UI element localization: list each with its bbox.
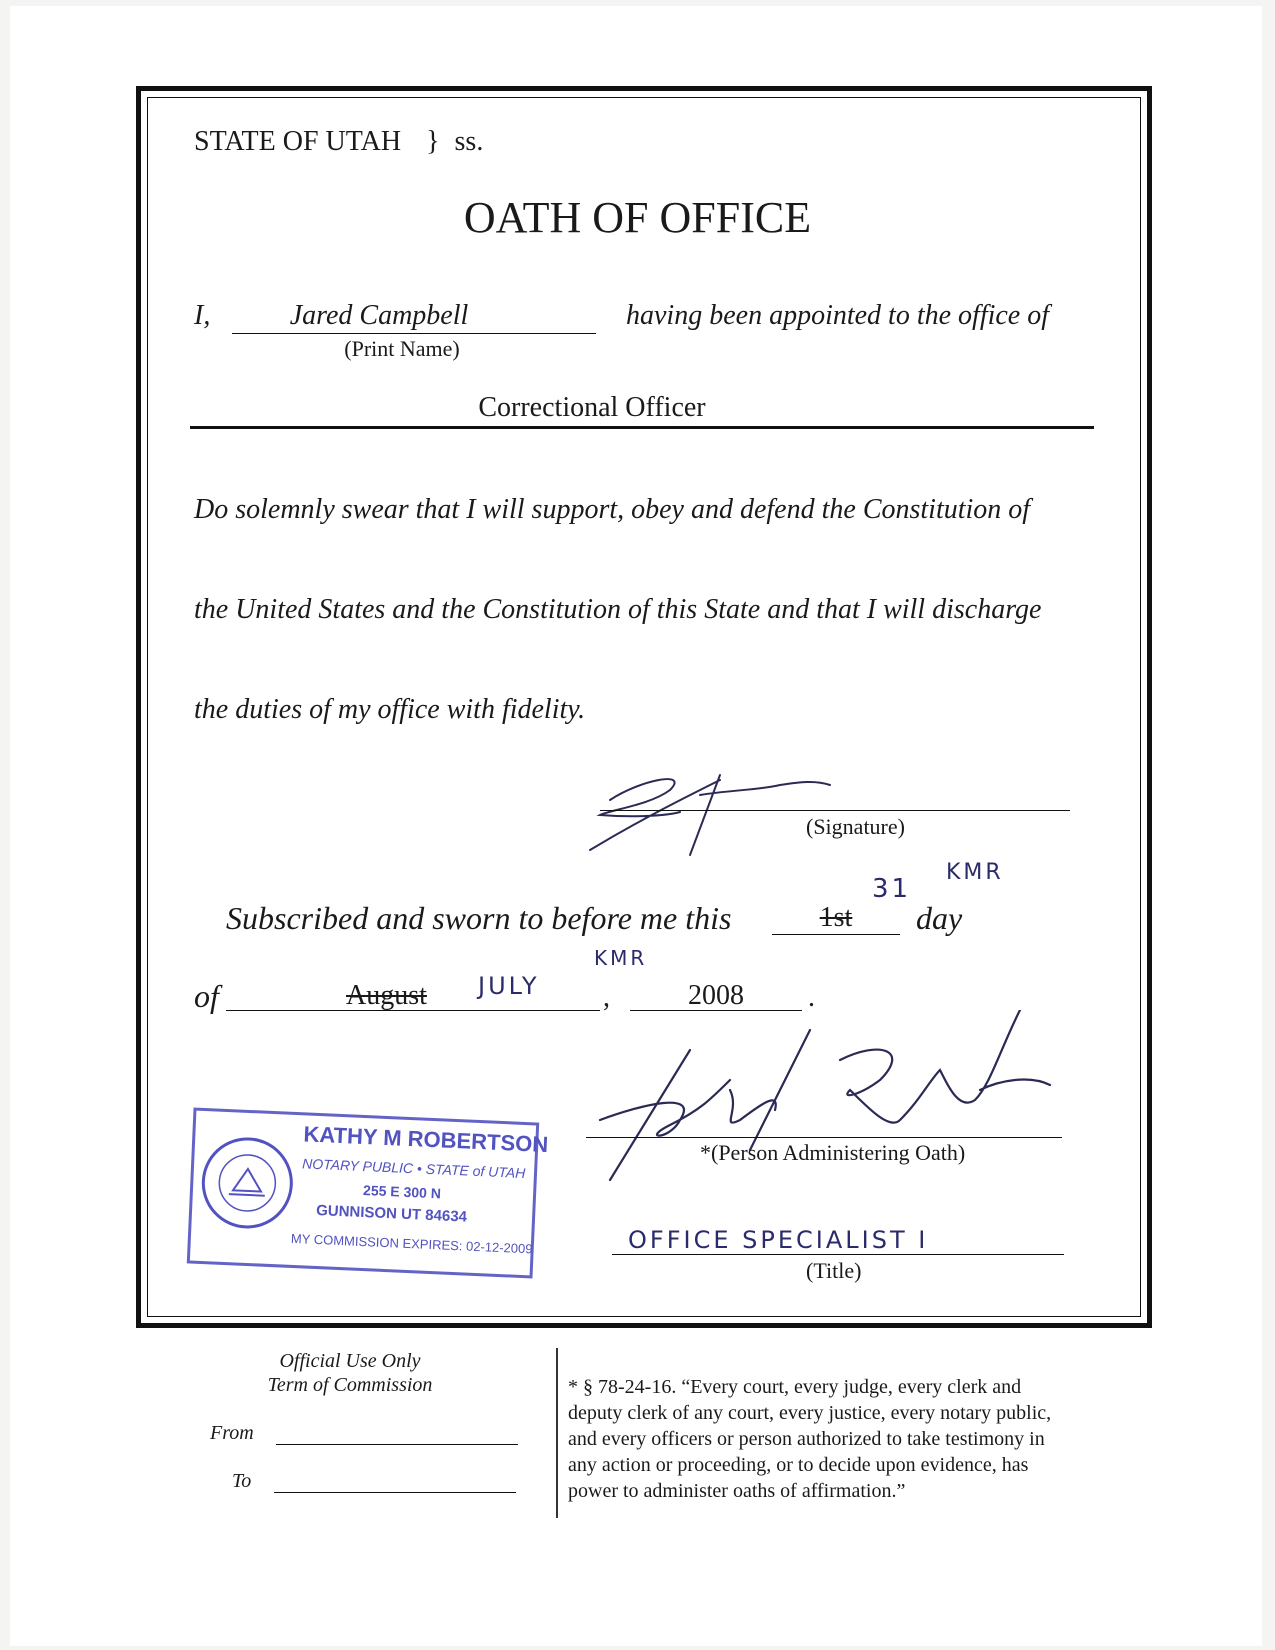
official-use-heading: Official Use Only bbox=[279, 1350, 421, 1372]
comma: , bbox=[603, 982, 610, 1013]
initials-month: KMR bbox=[594, 946, 648, 970]
sworn-text: Subscribed and sworn to before me this bbox=[226, 900, 732, 936]
footer-divider bbox=[556, 1348, 558, 1518]
to-label: To bbox=[232, 1470, 252, 1492]
stamp-name: KATHY M ROBERTSON bbox=[302, 1121, 549, 1158]
brace: } bbox=[426, 126, 440, 157]
statute-line-4: any action or proceeding, or to decide upon evidence, has bbox=[568, 1454, 1029, 1476]
office-line bbox=[190, 426, 1094, 429]
initials-day: KMR bbox=[946, 860, 1004, 885]
oath-line-1: Do solemnly swear that I will support, obey and defend the Constitution of bbox=[194, 494, 1031, 525]
from-line bbox=[276, 1444, 518, 1445]
i-prefix: I, bbox=[194, 300, 211, 331]
day-line bbox=[772, 934, 900, 935]
title-line bbox=[612, 1254, 1064, 1255]
page-title: OATH OF OFFICE bbox=[463, 193, 812, 242]
oath-line-2: the United States and the Constitution of this State and that I will discharge bbox=[194, 594, 1042, 625]
state-heading bbox=[194, 126, 483, 158]
stamp-line2: NOTARY PUBLIC • STATE of UTAH bbox=[301, 1155, 526, 1182]
statute-line-3: and every officers or person authorized to take testimony in bbox=[568, 1428, 1045, 1450]
print-name-caption: (Print Name) bbox=[344, 336, 460, 361]
from-label: From bbox=[210, 1422, 254, 1444]
office-value: Correctional Officer bbox=[478, 392, 706, 423]
print-name-line bbox=[232, 333, 596, 334]
period: . bbox=[808, 982, 815, 1013]
stamp-line4: GUNNISON UT 84634 bbox=[315, 1201, 468, 1226]
day-struck: 1st bbox=[819, 902, 853, 933]
title-handwritten: OFFICE SPECIALIST I bbox=[628, 1226, 929, 1254]
print-name-value: Jared Campbell bbox=[289, 300, 469, 331]
state-seal-icon bbox=[197, 1133, 297, 1233]
to-line bbox=[274, 1492, 516, 1493]
appointment-suffix: having been appointed to the office of bbox=[626, 300, 1050, 331]
day-label: day bbox=[916, 900, 963, 936]
ss-label: ss. bbox=[454, 126, 484, 157]
oath-line-3: the duties of my office with fidelity. bbox=[194, 694, 586, 725]
month-handwritten: JULY bbox=[478, 972, 540, 1000]
state-label: STATE OF UTAH bbox=[194, 126, 402, 157]
stamp-line3: 255 E 300 N bbox=[362, 1182, 442, 1202]
day-handwritten: 31 bbox=[872, 874, 912, 904]
notary-stamp bbox=[187, 1108, 549, 1279]
stamp-line5: MY COMMISSION EXPIRES: 02-12-2009 bbox=[290, 1230, 533, 1257]
signature-line bbox=[600, 810, 1070, 811]
administering-line bbox=[586, 1137, 1062, 1138]
year-value: 2008 bbox=[688, 980, 744, 1011]
month-struck: August bbox=[346, 980, 427, 1011]
title-caption: (Title) bbox=[806, 1258, 862, 1283]
statute-line-5: power to administer oaths of affirmation.” bbox=[568, 1480, 906, 1502]
signature-caption: (Signature) bbox=[806, 814, 905, 839]
statute-line-1: * § 78-24-16. “Every court, every judge, every clerk and bbox=[568, 1376, 1022, 1398]
term-heading: Term of Commission bbox=[267, 1374, 433, 1396]
month-line bbox=[226, 1010, 600, 1011]
of-label: of bbox=[194, 978, 219, 1014]
administering-caption: *(Person Administering Oath) bbox=[700, 1140, 966, 1165]
statute-line-2: deputy clerk of any court, every justice, every notary public, bbox=[568, 1402, 1052, 1424]
